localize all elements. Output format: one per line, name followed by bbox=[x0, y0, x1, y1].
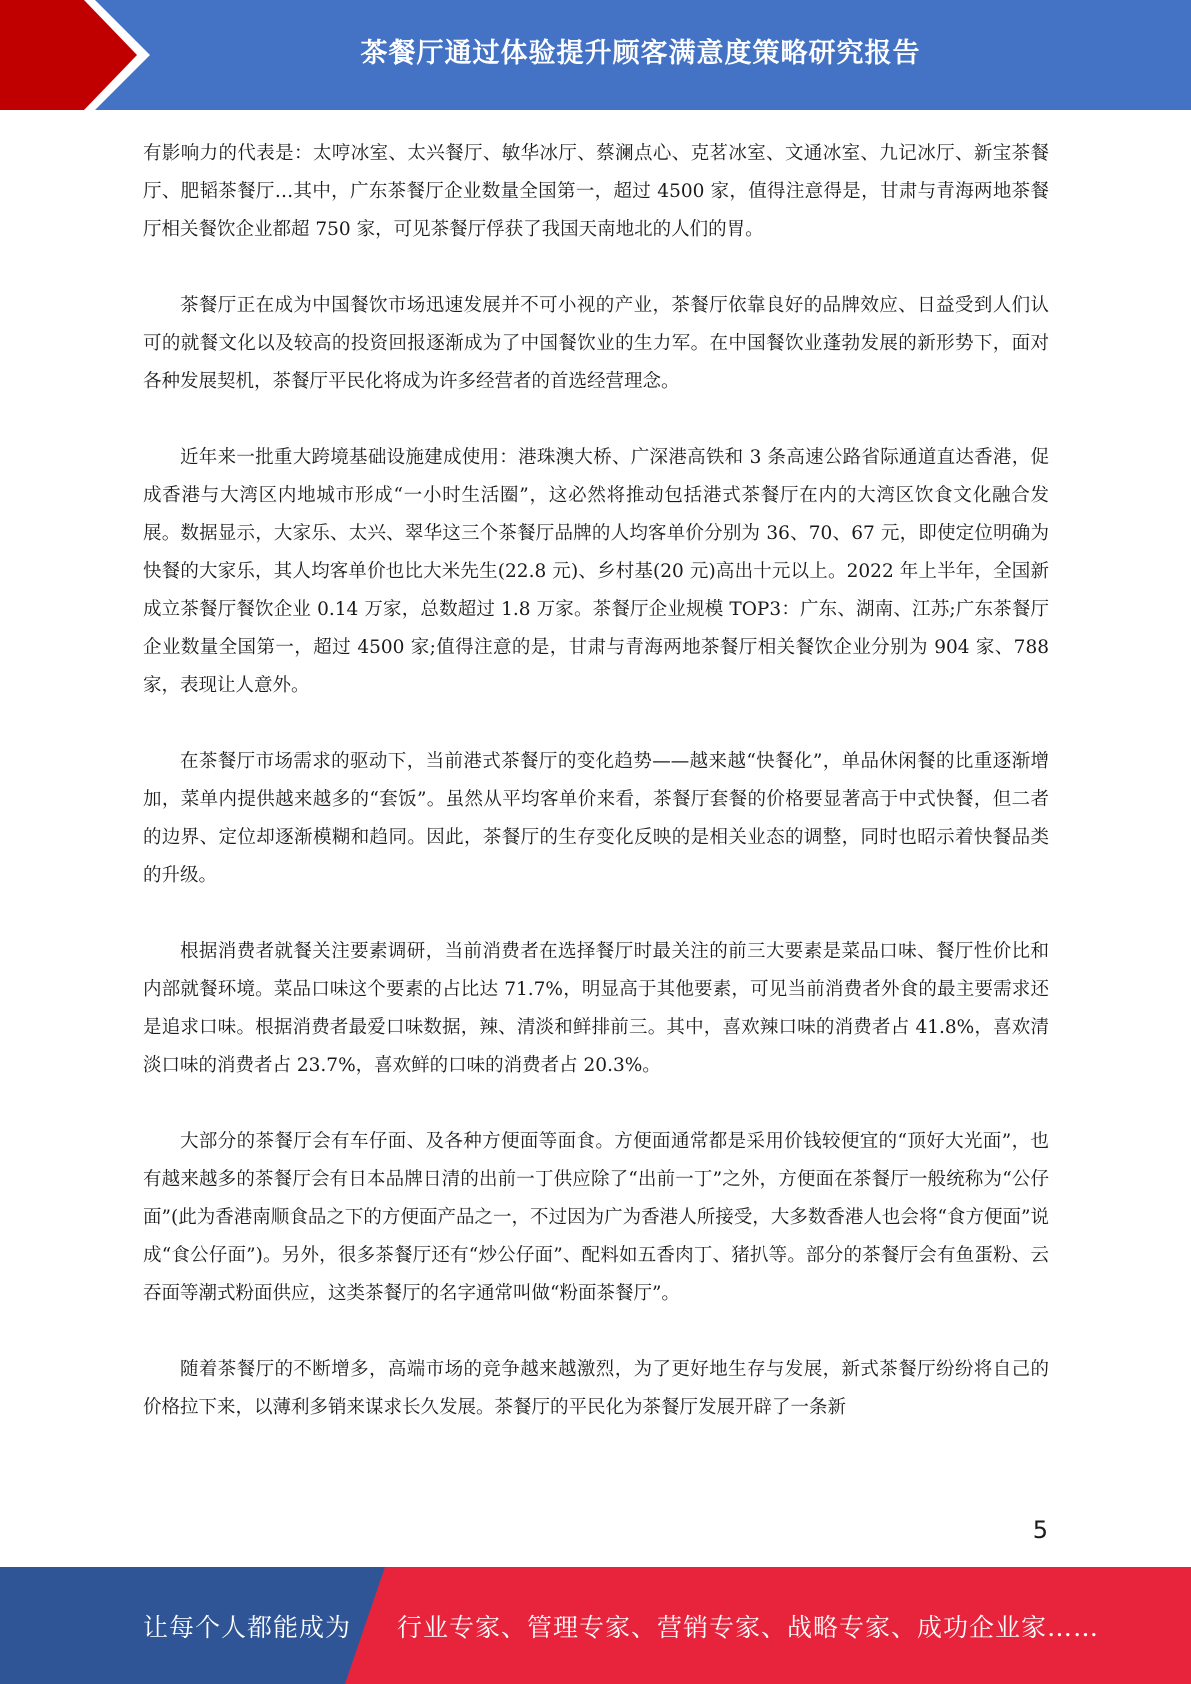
document-body bbox=[143, 135, 1049, 1427]
page-number: 5 bbox=[1032, 1516, 1048, 1544]
page-footer bbox=[0, 1567, 1191, 1684]
paragraph-representatives: 有影响力的代表是：太哼冰室、太兴餐厅、敏华冰厅、蔡澜点心、克茗冰室、文通冰室、九记冰厅、新宝茶餐厅、肥韬茶餐厅…其中，广东茶餐厅企业数量全国第一，超过 4500 家，值得注意得是，甘肃与青海两地茶餐厅相关餐饮企业都超 750 家，可见茶餐厅俘获了我国天南地北的人们的胃。 bbox=[143, 143, 1049, 240]
paragraph-price-competition: 随着茶餐厅的不断增多，高端市场的竞争越来越激烈，为了更好地生存与发展，新式茶餐厅纷纷将自己的价格拉下来，以薄利多销来谋求长久发展。茶餐厅的平民化为茶餐厅发展开辟了一条新 bbox=[143, 1359, 1049, 1418]
paragraph-industry-trend: 茶餐厅正在成为中国餐饮市场迅速发展并不可小视的产业，茶餐厅依靠良好的品牌效应、日益受到人们认可的就餐文化以及较高的投资回报逐渐成为了中国餐饮业的生力军。在中国餐饮业蓬勃发展的新形势下，面对各种发展契机，茶餐厅平民化将成为许多经营者的首选经营理念。 bbox=[143, 295, 1049, 392]
paragraph-consumer-survey: 根据消费者就餐关注要素调研，当前消费者在选择餐厅时最关注的前三大要素是菜品口味、餐厅性价比和内部就餐环境。菜品口味这个要素的占比达 71.7%，明显高于其他要素，可见当前消费者外食的最主要需求还是追求口味。根据消费者最爱口味数据，辣、清淡和鲜排前三。其中，喜欢辣口味的消费者占 41.8%，喜欢清淡口味的消费者占 23.7%，喜欢鲜的口味的消费者占 20.3%。 bbox=[143, 941, 1049, 1076]
report-title: 茶餐厅通过体验提升顾客满意度策略研究报告 bbox=[360, 37, 921, 69]
footer-slogan-left: 让每个人都能成为 bbox=[143, 1612, 352, 1642]
page-header bbox=[0, 0, 1191, 110]
paragraph-greater-bay-area: 近年来一批重大跨境基础设施建成使用：港珠澳大桥、广深港高铁和 3 条高速公路省际通道直达香港，促成香港与大湾区内地城市形成“一小时生活圈”，这必然将推动包括港式茶餐厅在内的大湾区饮食文化融合发展。数据显示，大家乐、太兴、翠华这三个茶餐厅品牌的人均客单价分别为 36、70、67 元，即使定位明确为快餐的大家乐，其人均客单价也比大米先生(22.8 元)、乡村基(20 元)高出十元以上。2022 年上半年，全国新成立茶餐厅餐饮企业 0.14 万家，总数超过 1.8 万家。茶餐厅企业规模 TOP3：广东、湖南、江苏;广东茶餐厅企业数量全国第一，超过 4500 家;值得注意的是，甘肃与青海两地茶餐厅相关餐饮企业分别为 904 家、788 家，表现让人意外。 bbox=[143, 447, 1049, 696]
footer-slogan-right: 行业专家、管理专家、营销专家、战略专家、成功企业家…… bbox=[397, 1612, 1100, 1642]
paragraph-noodles: 大部分的茶餐厅会有车仔面、及各种方便面等面食。方便面通常都是采用价钱较便宜的“顶好大光面”，也有越来越多的茶餐厅会有日本品牌日清的出前一丁供应除了“出前一丁”之外，方便面在茶餐厅一般统称为“公仔面”(此为香港南顺食品之下的方便面产品之一，不过因为广为香港人所接受，大多数香港人也会将“食方便面”说成“食公仔面”)。另外，很多茶餐厅还有“炒公仔面”、配料如五香肉丁、猪扒等。部分的茶餐厅会有鱼蛋粉、云吞面等潮式粉面供应，这类茶餐厅的名字通常叫做“粉面茶餐厅”。 bbox=[143, 1131, 1049, 1304]
paragraph-fast-food-trend: 在茶餐厅市场需求的驱动下，当前港式茶餐厅的变化趋势——越来越“快餐化”，单品休闲餐的比重逐渐增加，菜单内提供越来越多的“套饭”。虽然从平均客单价来看，茶餐厅套餐的价格要显著高于中式快餐，但二者的边界、定位却逐渐模糊和趋同。因此，茶餐厅的生存变化反映的是相关业态的调整，同时也昭示着快餐品类的升级。 bbox=[143, 751, 1049, 886]
